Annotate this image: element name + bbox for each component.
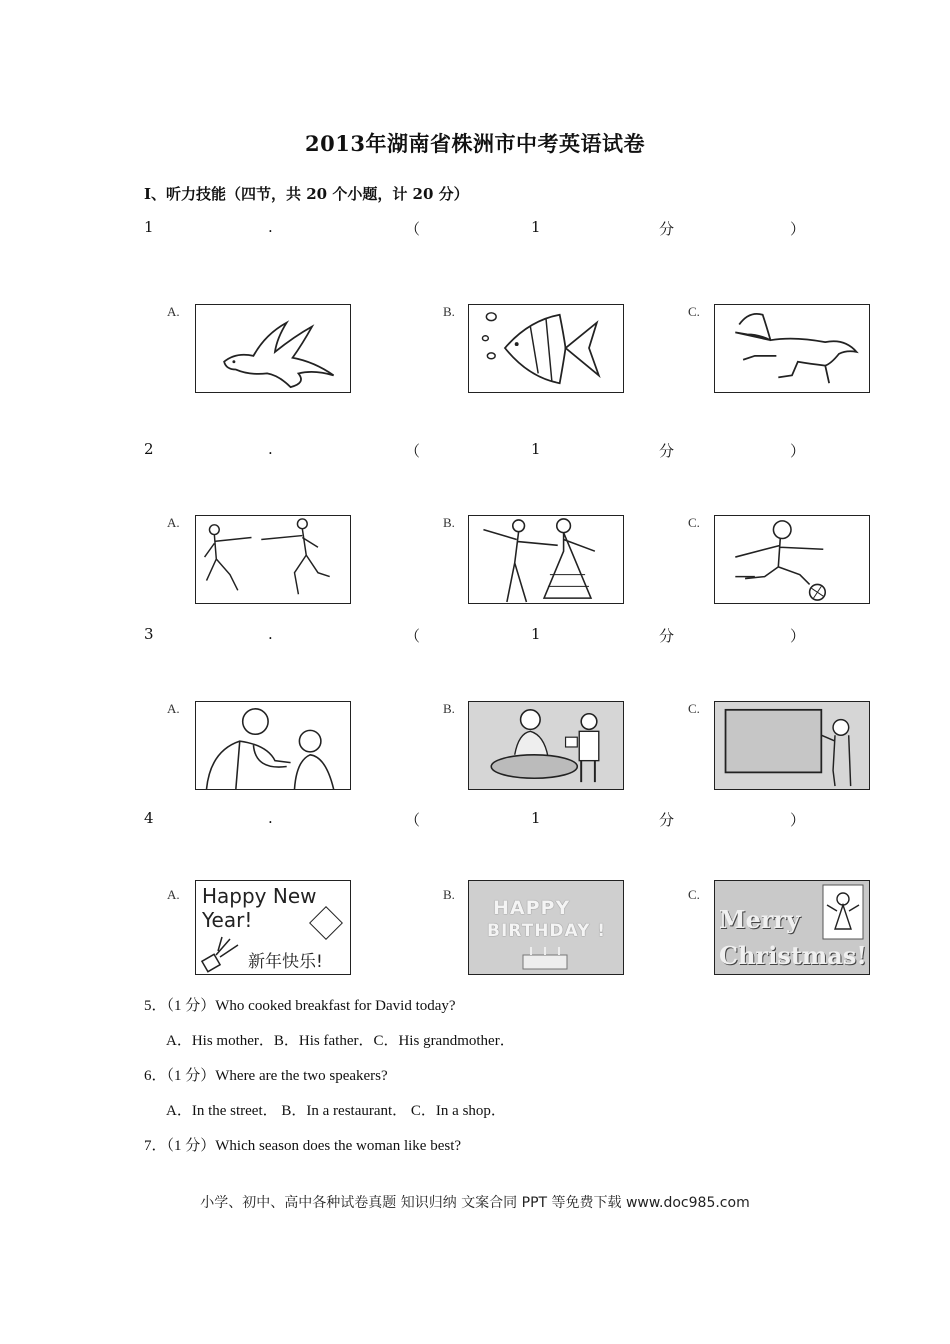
question-number: 2 [144,440,154,458]
running-icon [196,516,350,603]
paren-open: （ [405,811,421,829]
new-year-card[interactable] [195,880,351,975]
option-c-label: C. [688,515,700,530]
score-unit: 分 [659,442,675,460]
question-2-line [0,440,950,462]
firecracker-icon [200,935,244,975]
cake-icon [515,943,575,973]
christmas-card[interactable] [714,880,870,975]
dancing-picture[interactable] [468,515,624,604]
horse-icon [715,305,869,392]
question-number: 4 [144,809,154,827]
question-7-stem: 7．（1 分）Which season does the woman like best? [144,1138,462,1154]
dancing-icon [469,516,623,603]
question-6-stem: 6．（1 分）Where are the two speakers? [144,1068,388,1084]
teacher-blackboard-picture[interactable] [714,701,870,790]
football-picture[interactable] [714,515,870,604]
bird-picture[interactable] [195,304,351,393]
question-3-line [0,625,950,647]
question-5-options: A．His mother．B．His father．C．His grandmother． [166,1033,515,1049]
question-dot: . [268,440,273,458]
footer-link[interactable]: 小学、初中、高中各种试卷真题 知识归纳 文案合同 PPT 等免费下载 www.doc985.com [200,1195,750,1211]
bird-icon [196,305,350,392]
option-a-label: A. [167,701,180,716]
diamond-icon [309,906,343,940]
score: 1 [531,218,541,236]
fish-icon [469,305,623,392]
option-c-label: C. [688,887,700,902]
score: 1 [531,809,541,827]
birthday-cake-picture[interactable] [468,701,624,790]
birthday-card[interactable] [468,880,624,975]
paren-close: ） [790,220,806,238]
section-heading: I、听力技能（四节，共 20 个小题，计 20 分） [144,185,469,203]
card-text-line1: Happy New [202,884,317,908]
option-b-label: B. [443,304,455,319]
question-dot: . [268,809,273,827]
card-chinese-greeting: 新年快乐! [248,952,323,972]
paren-close: ） [790,442,806,460]
question-number: 1 [144,218,154,236]
score: 1 [531,440,541,458]
card-text-line1: Merry [719,905,801,934]
doctor-picture[interactable] [195,701,351,790]
score-unit: 分 [659,811,675,829]
horse-picture[interactable] [714,304,870,393]
card-text-line2: BIRTHDAY ! [487,921,607,941]
football-icon [715,516,869,603]
question-1-line [0,218,950,240]
question-dot: . [268,625,273,643]
card-text-line1: HAPPY [493,897,571,919]
option-a-label: A. [167,515,180,530]
option-a-label: A. [167,304,180,319]
card-text-line2: Christmas! [719,941,867,970]
paren-open: （ [405,220,421,238]
question-5-stem: 5．（1 分）Who cooked breakfast for David today? [144,998,456,1014]
option-c-label: C. [688,701,700,716]
score-unit: 分 [659,220,675,238]
relay-runners-picture[interactable] [195,515,351,604]
option-c-label: C. [688,304,700,319]
fish-picture[interactable] [468,304,624,393]
score: 1 [531,625,541,643]
question-6-options: A．In the street． B．In a restaurant． C．In a shop． [166,1103,506,1119]
option-b-label: B. [443,701,455,716]
paren-open: （ [405,442,421,460]
blackboard-icon [715,702,869,789]
paren-close: ） [790,811,806,829]
question-dot: . [268,218,273,236]
page-title: 2013年湖南省株洲市中考英语试卷 [305,131,645,156]
option-b-label: B. [443,887,455,902]
option-b-label: B. [443,515,455,530]
doctor-icon [196,702,350,789]
question-number: 3 [144,625,154,643]
option-a-label: A. [167,887,180,902]
card-text-line2: Year! [202,908,253,932]
cake-icon [469,702,623,789]
score-unit: 分 [659,627,675,645]
angel-icon [819,883,867,941]
question-4-line [0,809,950,831]
paren-open: （ [405,627,421,645]
paren-close: ） [790,627,806,645]
